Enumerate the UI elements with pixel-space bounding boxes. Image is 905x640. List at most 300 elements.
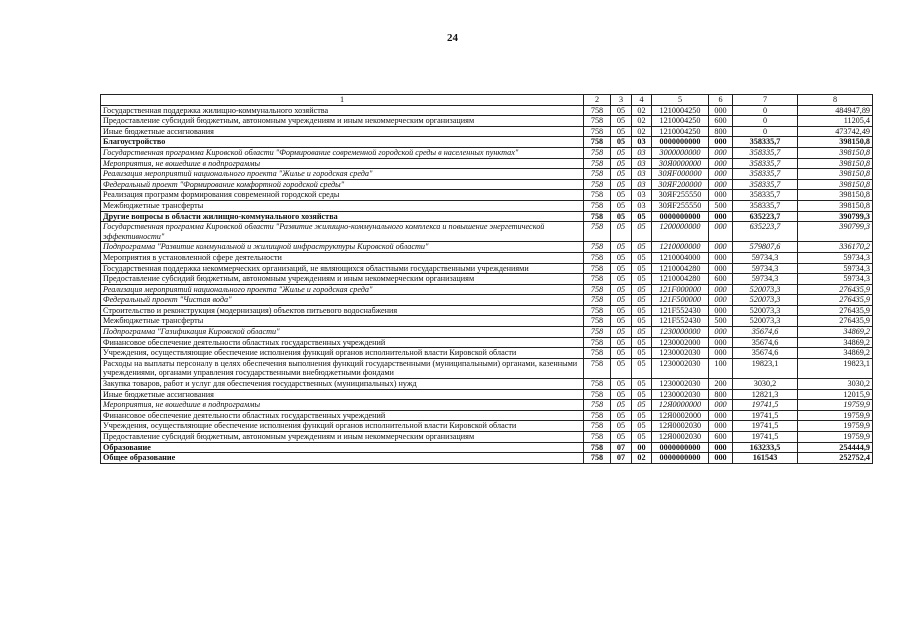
row-value-cell: 03 <box>632 179 652 190</box>
row-value-cell: 1230000000 <box>652 327 709 338</box>
row-value-cell: 30ЯF255550 <box>652 200 709 211</box>
row-label-cell: Закупка товаров, работ и услуг для обеспечения государственных (муниципальных) нужд <box>101 379 584 390</box>
row-value-cell: 000 <box>709 242 733 253</box>
table-row <box>101 274 873 285</box>
row-value-cell: 121F552430 <box>652 316 709 327</box>
row-value-cell: 19823,1 <box>733 358 798 378</box>
budget-table <box>100 94 873 464</box>
row-label-cell: Предоставление субсидий бюджетным, автономным учреждениям и иным некоммерческим организациям <box>101 274 584 285</box>
row-value-cell: 05 <box>611 284 632 295</box>
row-value-cell: 1230002000 <box>652 337 709 348</box>
row-value-cell: 05 <box>632 305 652 316</box>
table-row <box>101 147 873 158</box>
row-value-cell: 02 <box>632 126 652 137</box>
row-value-cell: 05 <box>632 242 652 253</box>
row-value-cell: 000 <box>709 305 733 316</box>
header-row <box>101 95 873 106</box>
header-cell: 8 <box>798 95 873 106</box>
row-value-cell: 05 <box>632 327 652 338</box>
row-value-cell: 484947,89 <box>798 105 873 116</box>
row-value-cell: 600 <box>709 432 733 443</box>
row-value-cell: 520073,3 <box>733 305 798 316</box>
header-cell: 3 <box>611 95 632 106</box>
row-value-cell: 758 <box>584 453 611 464</box>
row-value-cell: 1230002030 <box>652 379 709 390</box>
row-value-cell: 358335,7 <box>733 179 798 190</box>
row-label-cell: Финансовое обеспечение деятельности областных государственных учреждений <box>101 337 584 348</box>
row-value-cell: 05 <box>611 389 632 400</box>
row-value-cell: 358335,7 <box>733 137 798 148</box>
row-value-cell: 05 <box>632 284 652 295</box>
header-cell: 7 <box>733 95 798 106</box>
row-value-cell: 12Я0002030 <box>652 432 709 443</box>
row-value-cell: 358335,7 <box>733 200 798 211</box>
table-row <box>101 126 873 137</box>
row-value-cell: 398150,8 <box>798 137 873 148</box>
table-row <box>101 348 873 359</box>
row-value-cell: 05 <box>611 200 632 211</box>
table-row <box>101 169 873 180</box>
row-value-cell: 758 <box>584 305 611 316</box>
row-value-cell: 35674,6 <box>733 348 798 359</box>
row-value-cell: 758 <box>584 137 611 148</box>
row-label-cell: Благоустройство <box>101 137 584 148</box>
row-value-cell: 758 <box>584 126 611 137</box>
row-value-cell: 000 <box>709 190 733 201</box>
row-value-cell: 1200000000 <box>652 222 709 242</box>
row-label-cell: Учреждения, осуществляющие обеспечение исполнения функций органов исполнительной власти Кировской области <box>101 348 584 359</box>
row-value-cell: 02 <box>632 116 652 127</box>
row-value-cell: 358335,7 <box>733 190 798 201</box>
row-value-cell: 05 <box>632 432 652 443</box>
row-value-cell: 500 <box>709 200 733 211</box>
table-row <box>101 400 873 411</box>
row-label-cell: Предоставление субсидий бюджетным, автономным учреждениям и иным некоммерческим организациям <box>101 432 584 443</box>
table-row <box>101 252 873 263</box>
row-value-cell: 05 <box>632 400 652 411</box>
row-label-cell: Общее образование <box>101 453 584 464</box>
row-value-cell: 05 <box>611 305 632 316</box>
row-value-cell: 1230002030 <box>652 358 709 378</box>
row-value-cell: 1230002030 <box>652 348 709 359</box>
row-value-cell: 758 <box>584 442 611 453</box>
row-value-cell: 59734,3 <box>733 274 798 285</box>
table-row <box>101 263 873 274</box>
row-value-cell: 05 <box>611 348 632 359</box>
row-value-cell: 05 <box>611 137 632 148</box>
table-row <box>101 410 873 421</box>
row-label-cell: Государственная программа Кировской области "Формирование современной городской среды в населенных пунктах" <box>101 147 584 158</box>
row-value-cell: 000 <box>709 252 733 263</box>
row-value-cell: 35674,6 <box>733 337 798 348</box>
row-value-cell: 05 <box>632 421 652 432</box>
row-value-cell: 500 <box>709 316 733 327</box>
row-value-cell: 35674,6 <box>733 327 798 338</box>
table-row <box>101 179 873 190</box>
row-value-cell: 05 <box>611 211 632 222</box>
row-value-cell: 30ЯF000000 <box>652 169 709 180</box>
row-value-cell: 19759,9 <box>798 410 873 421</box>
table-row <box>101 222 873 242</box>
row-value-cell: 11205,4 <box>798 116 873 127</box>
row-value-cell: 05 <box>632 252 652 263</box>
row-value-cell: 758 <box>584 410 611 421</box>
row-value-cell: 03 <box>632 169 652 180</box>
row-value-cell: 758 <box>584 169 611 180</box>
row-value-cell: 398150,8 <box>798 190 873 201</box>
row-label-cell: Строительство и реконструкция (модернизация) объектов питьевого водоснабжения <box>101 305 584 316</box>
row-label-cell: Образование <box>101 442 584 453</box>
header-cell: 2 <box>584 95 611 106</box>
row-value-cell: 03 <box>632 200 652 211</box>
row-value-cell: 1210004250 <box>652 126 709 137</box>
row-value-cell: 758 <box>584 337 611 348</box>
row-value-cell: 000 <box>709 169 733 180</box>
row-value-cell: 390799,3 <box>798 222 873 242</box>
row-value-cell: 758 <box>584 147 611 158</box>
row-value-cell: 34869,2 <box>798 337 873 348</box>
row-value-cell: 0 <box>733 126 798 137</box>
table-row <box>101 389 873 400</box>
row-value-cell: 000 <box>709 211 733 222</box>
row-value-cell: 05 <box>611 274 632 285</box>
header-cell: 5 <box>652 95 709 106</box>
row-value-cell: 254444,9 <box>798 442 873 453</box>
row-label-cell: Реализация программ формирования современной городской среды <box>101 190 584 201</box>
row-value-cell: 07 <box>611 453 632 464</box>
row-value-cell: 276435,9 <box>798 284 873 295</box>
row-value-cell: 000 <box>709 327 733 338</box>
row-value-cell: 758 <box>584 274 611 285</box>
row-label-cell: Реализация мероприятий национального проекта "Жилье и городская среда" <box>101 169 584 180</box>
row-value-cell: 05 <box>611 421 632 432</box>
table-row <box>101 316 873 327</box>
row-value-cell: 358335,7 <box>733 147 798 158</box>
row-value-cell: 05 <box>611 147 632 158</box>
row-value-cell: 30ЯF255550 <box>652 190 709 201</box>
page-number: 24 <box>447 32 458 44</box>
row-value-cell: 276435,9 <box>798 295 873 306</box>
row-value-cell: 03 <box>632 190 652 201</box>
row-value-cell: 758 <box>584 190 611 201</box>
row-value-cell: 1210004250 <box>652 105 709 116</box>
table-row <box>101 284 873 295</box>
table-row <box>101 305 873 316</box>
row-value-cell: 000 <box>709 137 733 148</box>
row-value-cell: 05 <box>632 263 652 274</box>
table-row <box>101 190 873 201</box>
row-value-cell: 600 <box>709 274 733 285</box>
row-value-cell: 1210000000 <box>652 242 709 253</box>
row-value-cell: 390799,3 <box>798 211 873 222</box>
row-value-cell: 05 <box>632 348 652 359</box>
row-value-cell: 000 <box>709 222 733 242</box>
row-value-cell: 0000000000 <box>652 453 709 464</box>
row-label-cell: Расходы на выплаты персоналу в целях обеспечения выполнения функций государственными (муниципальными) органами, казенными учреждениями, органами управления государственными внебюджетными фондами <box>101 358 584 378</box>
row-label-cell: Иные бюджетные ассигнования <box>101 389 584 400</box>
row-value-cell: 758 <box>584 263 611 274</box>
table-row <box>101 337 873 348</box>
row-value-cell: 19741,5 <box>733 421 798 432</box>
row-value-cell: 635223,7 <box>733 211 798 222</box>
row-value-cell: 000 <box>709 410 733 421</box>
row-value-cell: 05 <box>611 263 632 274</box>
row-value-cell: 758 <box>584 316 611 327</box>
row-value-cell: 758 <box>584 105 611 116</box>
row-value-cell: 000 <box>709 105 733 116</box>
row-label-cell: Другие вопросы в области жилищно-коммунального хозяйства <box>101 211 584 222</box>
row-value-cell: 05 <box>611 432 632 443</box>
row-value-cell: 59734,3 <box>733 263 798 274</box>
row-value-cell: 59734,3 <box>798 263 873 274</box>
row-label-cell: Государственная поддержка некоммерческих организаций, не являющихся областными государственными учреждениями <box>101 263 584 274</box>
row-value-cell: 12Я0002030 <box>652 421 709 432</box>
row-value-cell: 05 <box>611 316 632 327</box>
row-value-cell: 000 <box>709 421 733 432</box>
row-value-cell: 05 <box>611 327 632 338</box>
table-row <box>101 421 873 432</box>
row-value-cell: 758 <box>584 252 611 263</box>
row-value-cell: 100 <box>709 358 733 378</box>
row-value-cell: 05 <box>632 316 652 327</box>
row-label-cell: Реализация мероприятий национального проекта "Жилье и городская среда" <box>101 284 584 295</box>
row-value-cell: 34869,2 <box>798 348 873 359</box>
table-row <box>101 116 873 127</box>
table-row <box>101 158 873 169</box>
table-row <box>101 432 873 443</box>
table-row <box>101 105 873 116</box>
row-value-cell: 398150,8 <box>798 179 873 190</box>
row-value-cell: 000 <box>709 442 733 453</box>
row-value-cell: 758 <box>584 242 611 253</box>
row-value-cell: 3030,2 <box>733 379 798 390</box>
row-value-cell: 05 <box>611 126 632 137</box>
table-row <box>101 295 873 306</box>
row-value-cell: 05 <box>632 222 652 242</box>
row-value-cell: 121F000000 <box>652 284 709 295</box>
row-value-cell: 758 <box>584 400 611 411</box>
row-value-cell: 0000000000 <box>652 137 709 148</box>
row-value-cell: 000 <box>709 400 733 411</box>
row-value-cell: 05 <box>611 179 632 190</box>
row-value-cell: 200 <box>709 379 733 390</box>
row-value-cell: 05 <box>611 337 632 348</box>
row-value-cell: 05 <box>611 190 632 201</box>
row-label-cell: Федеральный проект "Чистая вода" <box>101 295 584 306</box>
row-value-cell: 161543 <box>733 453 798 464</box>
row-value-cell: 758 <box>584 211 611 222</box>
row-value-cell: 758 <box>584 379 611 390</box>
row-value-cell: 02 <box>632 105 652 116</box>
row-value-cell: 473742,49 <box>798 126 873 137</box>
row-value-cell: 05 <box>632 295 652 306</box>
header-cell: 6 <box>709 95 733 106</box>
row-value-cell: 19759,9 <box>798 400 873 411</box>
row-value-cell: 1210004000 <box>652 252 709 263</box>
table-row <box>101 358 873 378</box>
row-value-cell: 758 <box>584 116 611 127</box>
row-value-cell: 03 <box>632 158 652 169</box>
row-value-cell: 000 <box>709 147 733 158</box>
header-cell: 4 <box>632 95 652 106</box>
row-value-cell: 520073,3 <box>733 284 798 295</box>
row-value-cell: 05 <box>611 222 632 242</box>
row-value-cell: 12Я0000000 <box>652 400 709 411</box>
row-value-cell: 358335,7 <box>733 158 798 169</box>
row-value-cell: 3030,2 <box>798 379 873 390</box>
row-value-cell: 05 <box>611 169 632 180</box>
row-value-cell: 05 <box>632 379 652 390</box>
row-label-cell: Иные бюджетные ассигнования <box>101 126 584 137</box>
row-value-cell: 12015,9 <box>798 389 873 400</box>
table-row <box>101 211 873 222</box>
row-value-cell: 59734,3 <box>733 252 798 263</box>
row-value-cell: 59734,3 <box>798 252 873 263</box>
row-value-cell: 19759,9 <box>798 432 873 443</box>
row-value-cell: 30Я0000000 <box>652 158 709 169</box>
row-label-cell: Предоставление субсидий бюджетным, автономным учреждениям и иным некоммерческим организациям <box>101 116 584 127</box>
row-value-cell: 1230002030 <box>652 389 709 400</box>
row-value-cell: 30ЯF200000 <box>652 179 709 190</box>
row-value-cell: 398150,8 <box>798 147 873 158</box>
row-label-cell: Межбюджетные трансферты <box>101 316 584 327</box>
row-value-cell: 0000000000 <box>652 442 709 453</box>
row-value-cell: 03 <box>632 147 652 158</box>
row-value-cell: 05 <box>611 379 632 390</box>
row-value-cell: 758 <box>584 295 611 306</box>
row-value-cell: 121F500000 <box>652 295 709 306</box>
row-value-cell: 758 <box>584 222 611 242</box>
row-value-cell: 19759,9 <box>798 421 873 432</box>
row-value-cell: 758 <box>584 179 611 190</box>
row-value-cell: 800 <box>709 389 733 400</box>
row-value-cell: 12821,3 <box>733 389 798 400</box>
row-value-cell: 05 <box>611 410 632 421</box>
row-value-cell: 758 <box>584 432 611 443</box>
row-value-cell: 600 <box>709 116 733 127</box>
row-value-cell: 34869,2 <box>798 327 873 338</box>
row-value-cell: 758 <box>584 421 611 432</box>
row-label-cell: Подпрограмма "Газификация Кировской области" <box>101 327 584 338</box>
row-label-cell: Мероприятия, не вошедшие в подпрограммы <box>101 400 584 411</box>
table-row <box>101 453 873 464</box>
row-value-cell: 05 <box>611 358 632 378</box>
row-value-cell: 398150,8 <box>798 158 873 169</box>
row-value-cell: 000 <box>709 337 733 348</box>
row-value-cell: 0000000000 <box>652 211 709 222</box>
table-body <box>101 105 873 463</box>
table-row <box>101 242 873 253</box>
row-value-cell: 19741,5 <box>733 410 798 421</box>
row-value-cell: 276435,9 <box>798 316 873 327</box>
row-value-cell: 19741,5 <box>733 400 798 411</box>
table-row <box>101 327 873 338</box>
row-value-cell: 1210004280 <box>652 263 709 274</box>
row-value-cell: 336170,2 <box>798 242 873 253</box>
row-value-cell: 1210004250 <box>652 116 709 127</box>
row-value-cell: 07 <box>611 442 632 453</box>
row-value-cell: 252752,4 <box>798 453 873 464</box>
row-value-cell: 398150,8 <box>798 200 873 211</box>
row-value-cell: 758 <box>584 200 611 211</box>
row-label-cell: Мероприятия, не вошедшие в подпрограммы <box>101 158 584 169</box>
row-value-cell: 05 <box>632 410 652 421</box>
row-value-cell: 163233,5 <box>733 442 798 453</box>
row-value-cell: 19741,5 <box>733 432 798 443</box>
row-label-cell: Государственная программа Кировской области "Развитие жилищно-коммунального комплекса и повышение энергетической эффективности" <box>101 222 584 242</box>
row-value-cell: 520073,3 <box>733 316 798 327</box>
row-label-cell: Учреждения, осуществляющие обеспечение исполнения функций органов исполнительной власти Кировской области <box>101 421 584 432</box>
row-value-cell: 358335,7 <box>733 169 798 180</box>
row-value-cell: 800 <box>709 126 733 137</box>
row-value-cell: 59734,3 <box>798 274 873 285</box>
row-label-cell: Подпрограмма "Развитие коммунальной и жилищной инфраструктуры Кировской области" <box>101 242 584 253</box>
row-value-cell: 579807,6 <box>733 242 798 253</box>
row-value-cell: 520073,3 <box>733 295 798 306</box>
row-label-cell: Мероприятия в установленной сфере деятельности <box>101 252 584 263</box>
row-value-cell: 12Я0002000 <box>652 410 709 421</box>
row-value-cell: 05 <box>632 274 652 285</box>
row-value-cell: 000 <box>709 295 733 306</box>
table-row <box>101 379 873 390</box>
header-cell: 1 <box>101 95 584 106</box>
row-value-cell: 19823,1 <box>798 358 873 378</box>
row-label-cell: Финансовое обеспечение деятельности областных государственных учреждений <box>101 410 584 421</box>
row-value-cell: 05 <box>611 400 632 411</box>
row-value-cell: 000 <box>709 453 733 464</box>
row-value-cell: 05 <box>611 252 632 263</box>
row-value-cell: 121F552430 <box>652 305 709 316</box>
row-value-cell: 758 <box>584 358 611 378</box>
row-value-cell: 758 <box>584 284 611 295</box>
row-value-cell: 02 <box>632 453 652 464</box>
row-value-cell: 05 <box>632 389 652 400</box>
row-value-cell: 05 <box>611 116 632 127</box>
row-value-cell: 000 <box>709 348 733 359</box>
row-value-cell: 000 <box>709 179 733 190</box>
row-value-cell: 398150,8 <box>798 169 873 180</box>
row-label-cell: Межбюджетные трансферты <box>101 200 584 211</box>
row-value-cell: 03 <box>632 137 652 148</box>
row-value-cell: 05 <box>632 337 652 348</box>
row-value-cell: 3000000000 <box>652 147 709 158</box>
table-row <box>101 200 873 211</box>
row-value-cell: 05 <box>632 358 652 378</box>
row-value-cell: 000 <box>709 263 733 274</box>
row-value-cell: 635223,7 <box>733 222 798 242</box>
row-value-cell: 05 <box>611 295 632 306</box>
row-value-cell: 758 <box>584 348 611 359</box>
row-value-cell: 758 <box>584 389 611 400</box>
row-value-cell: 00 <box>632 442 652 453</box>
table-row <box>101 137 873 148</box>
row-value-cell: 05 <box>611 158 632 169</box>
row-label-cell: Федеральный проект "Формирование комфортной городской среды" <box>101 179 584 190</box>
row-value-cell: 1210004280 <box>652 274 709 285</box>
row-value-cell: 05 <box>632 211 652 222</box>
row-value-cell: 276435,9 <box>798 305 873 316</box>
row-value-cell: 05 <box>611 105 632 116</box>
row-value-cell: 05 <box>611 242 632 253</box>
row-value-cell: 000 <box>709 284 733 295</box>
row-value-cell: 000 <box>709 158 733 169</box>
row-value-cell: 758 <box>584 158 611 169</box>
row-value-cell: 0 <box>733 105 798 116</box>
table-row <box>101 442 873 453</box>
row-value-cell: 0 <box>733 116 798 127</box>
row-label-cell: Государственная поддержка жилищно-коммунального хозяйства <box>101 105 584 116</box>
row-value-cell: 758 <box>584 327 611 338</box>
